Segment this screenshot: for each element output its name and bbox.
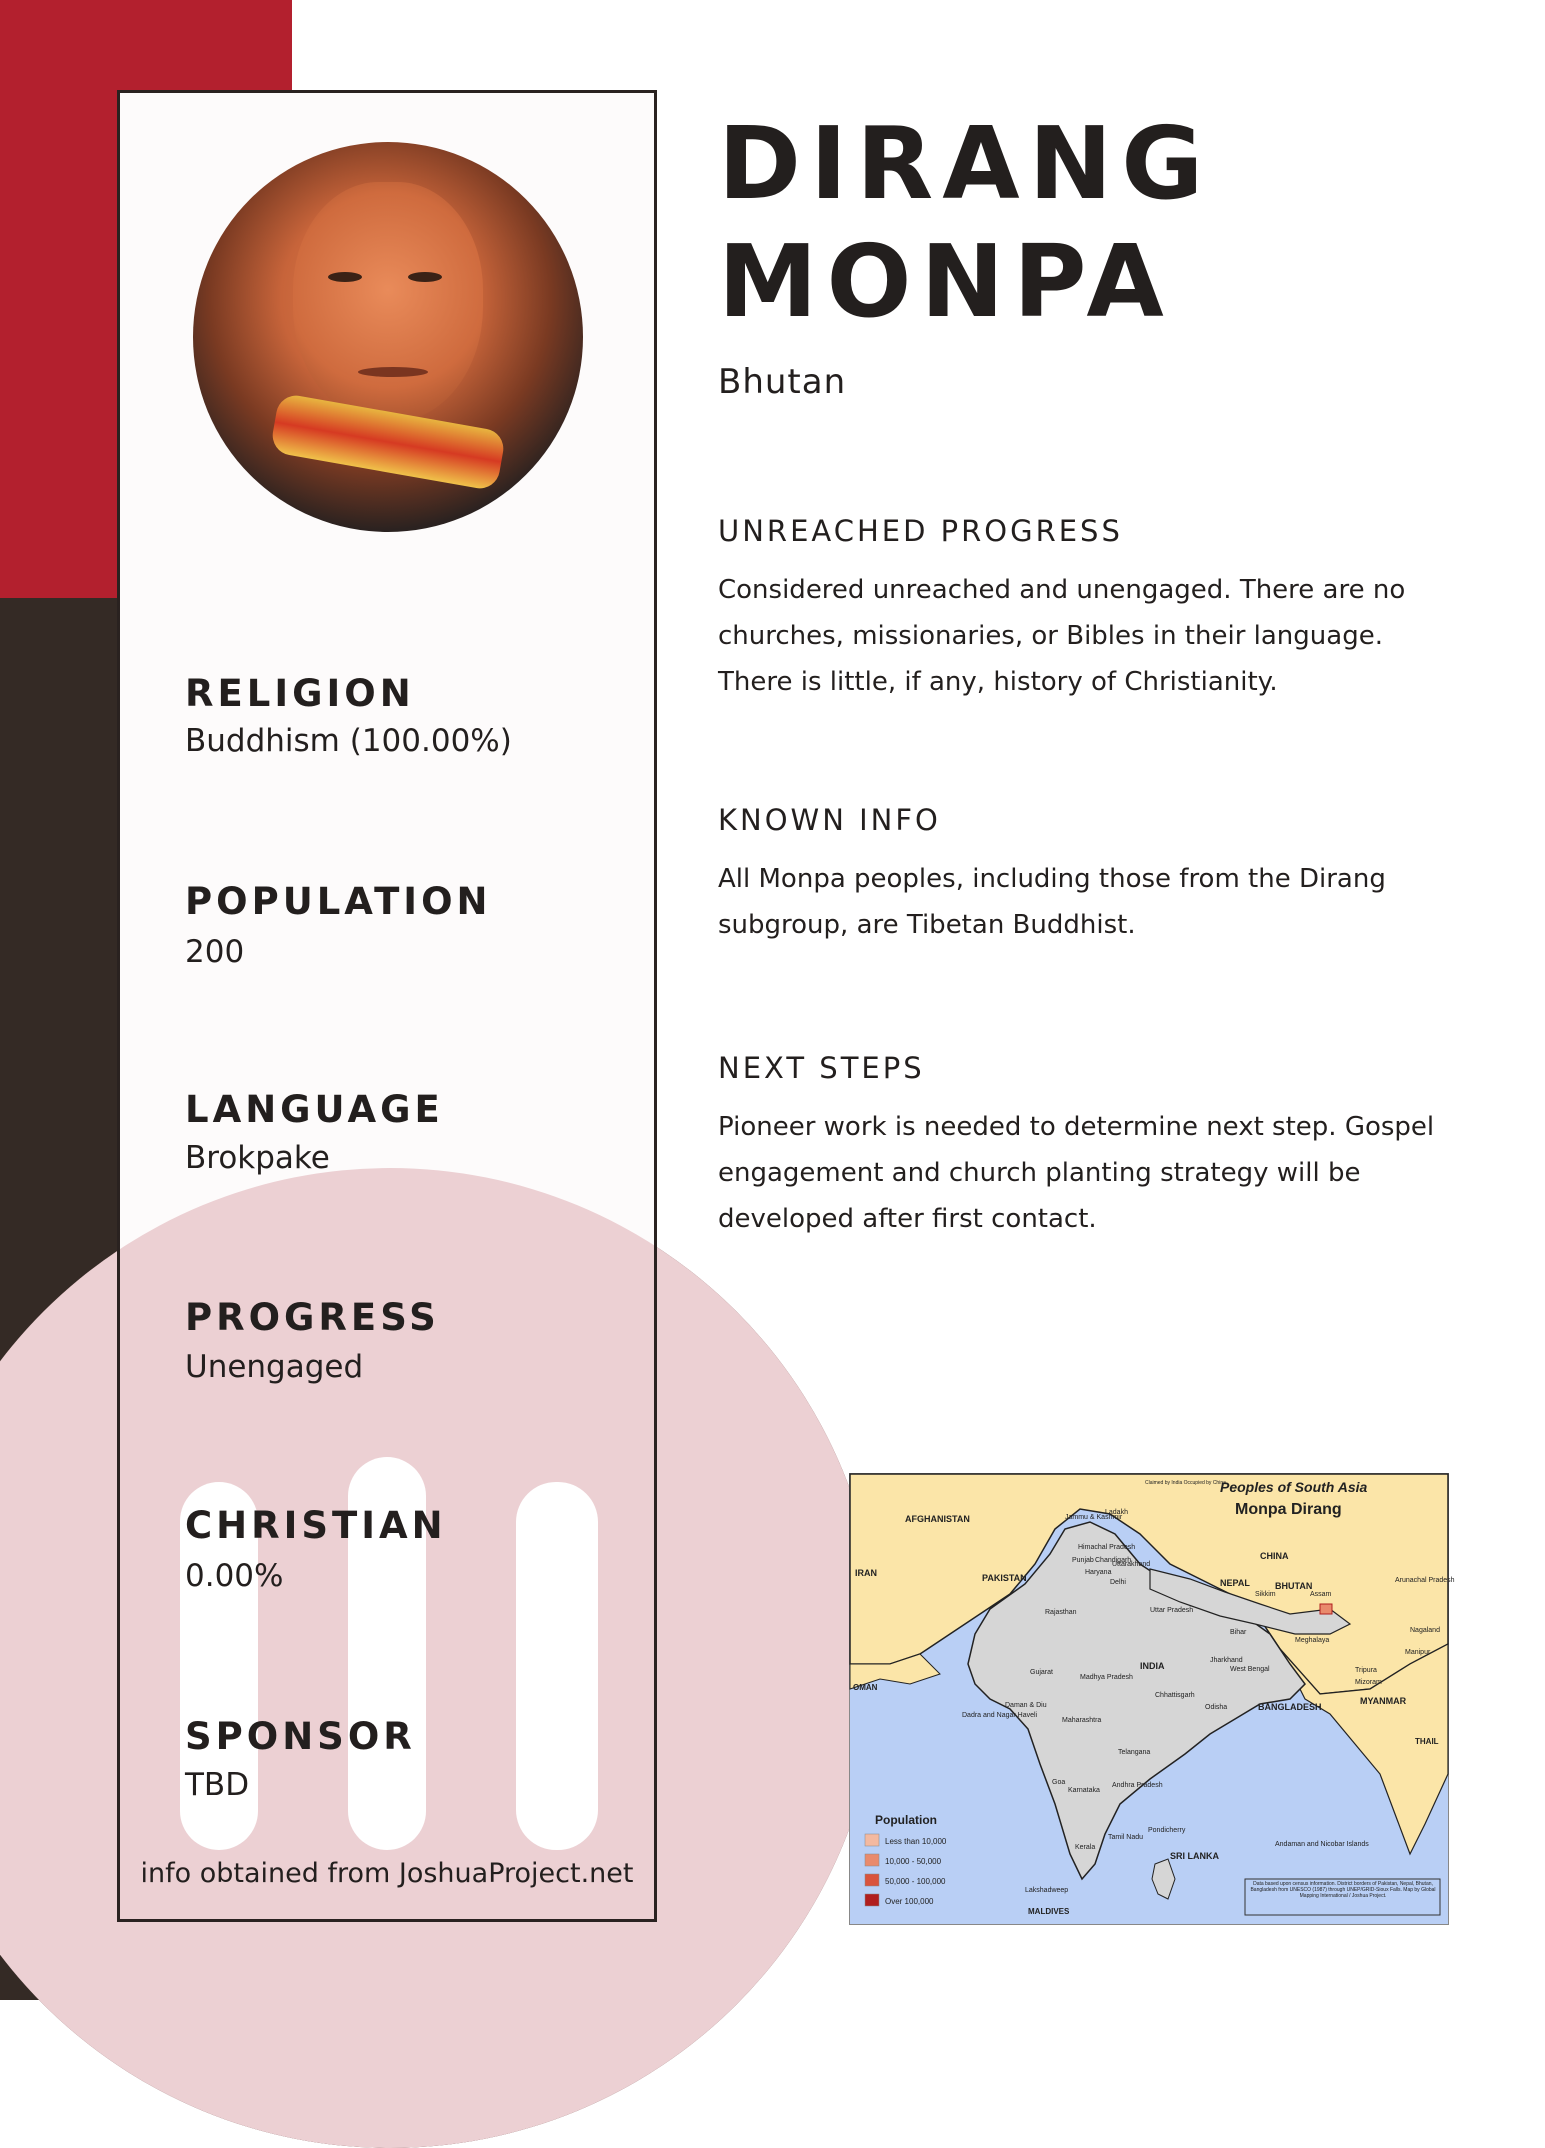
map-region-label: Odisha <box>1205 1704 1228 1711</box>
map-region-label: Chhattisgarh <box>1155 1692 1195 1699</box>
map-region-label: Nagaland <box>1410 1627 1440 1634</box>
source-note: info obtained from JoshuaProject.net <box>140 1858 634 1889</box>
map-region-label: Uttar Pradesh <box>1150 1607 1194 1614</box>
map-label-pakistan: PAKISTAN <box>982 1573 1027 1583</box>
sponsor-value: TBD <box>185 1767 250 1803</box>
map-region-label: Jharkhand <box>1210 1657 1243 1664</box>
south-asia-map <box>849 1473 1455 1925</box>
map-region-label: West Bengal <box>1230 1666 1270 1673</box>
map-region-label: Daman & Diu <box>1005 1702 1047 1709</box>
map-label-sri-lanka: SRI LANKA <box>1170 1851 1219 1861</box>
map-region-label: Karnataka <box>1068 1787 1100 1794</box>
unreached-progress-heading: UNREACHED PROGRESS <box>718 514 1123 548</box>
portrait-photo <box>193 142 583 532</box>
map-label-afghanistan: AFGHANISTAN <box>905 1514 970 1524</box>
map-region-label: Maharashtra <box>1062 1717 1102 1724</box>
progress-label: PROGRESS <box>185 1296 440 1339</box>
map-region-label: Assam <box>1310 1591 1332 1598</box>
language-value: Brokpake <box>185 1140 330 1176</box>
map-label-bhutan: BHUTAN <box>1275 1581 1313 1591</box>
map-region-label: Andaman and Nicobar Islands <box>1275 1841 1369 1848</box>
map-region-label: Telangana <box>1118 1749 1151 1756</box>
religion-label: RELIGION <box>185 672 415 715</box>
map-legend-item: Less than 10,000 <box>885 1837 947 1846</box>
map-region-label: Tamil Nadu <box>1108 1834 1144 1841</box>
map-label-maldives: MALDIVES <box>1028 1907 1070 1916</box>
map-title: Peoples of South Asia <box>1220 1479 1368 1495</box>
map-region-label: Punjab <box>1072 1557 1094 1564</box>
map-source-box: Data based upon census information. District borders of Pakistan, Nepal, Bhutan, Bangladesh from UNESCO (1987) through UNEP/GRID-Sioux Falls. Map by Global Mapping International / Joshua Project. <box>1250 1881 1436 1899</box>
christian-label: CHRISTIAN <box>185 1504 447 1547</box>
map-region-label: Andhra Pradesh <box>1112 1782 1163 1789</box>
map-label-china: CHINA <box>1260 1551 1289 1561</box>
population-label: POPULATION <box>185 880 492 923</box>
religion-value: Buddhism (100.00%) <box>185 723 512 759</box>
map-region-label: Delhi <box>1110 1579 1126 1586</box>
map-legend-item: Over 100,000 <box>885 1897 934 1906</box>
map-region-label: Jammu & Kashmir <box>1065 1514 1123 1521</box>
map-label-myanmar: MYANMAR <box>1360 1696 1407 1706</box>
map-region-label: Manipur <box>1405 1649 1431 1656</box>
map-label-thailand: THAIL <box>1415 1737 1439 1746</box>
country-subtitle: Bhutan <box>718 362 847 402</box>
map-region-label: Kerala <box>1075 1844 1096 1851</box>
map-label-nepal: NEPAL <box>1220 1578 1250 1588</box>
map-region-label: Madhya Pradesh <box>1080 1674 1133 1681</box>
christian-value: 0.00% <box>185 1558 284 1594</box>
next-steps-heading: NEXT STEPS <box>718 1051 925 1085</box>
known-info-heading: KNOWN INFO <box>718 803 941 837</box>
map-legend-item: 50,000 - 100,000 <box>885 1877 946 1886</box>
map-region-label: Sikkim <box>1255 1591 1276 1598</box>
map-label-iran: IRAN <box>855 1568 877 1578</box>
map-region-label: Rajasthan <box>1045 1609 1077 1616</box>
map-region-label: Bihar <box>1230 1629 1247 1636</box>
map-region-label: Meghalaya <box>1295 1637 1330 1644</box>
map-region-label: Goa <box>1052 1779 1066 1786</box>
map-region-label: Haryana <box>1085 1569 1112 1576</box>
page-title <box>718 105 1212 341</box>
map-legend-title: Population <box>875 1813 937 1827</box>
map-legend-item: 10,000 - 50,000 <box>885 1857 942 1866</box>
map-region-label: Chandigarh <box>1095 1557 1132 1564</box>
population-value: 200 <box>185 934 245 970</box>
sponsor-label: SPONSOR <box>185 1715 416 1758</box>
unreached-progress-body: Considered unreached and unengaged. There are no churches, missionaries, or Bibles in their language. There is little, if any, history of Christianity. <box>718 575 1406 697</box>
map-label-bangladesh: BANGLADESH <box>1258 1702 1322 1712</box>
map-region-label: Pondicherry <box>1148 1827 1186 1834</box>
map-label-oman: OMAN <box>853 1683 878 1692</box>
map-region-label: Tripura <box>1355 1667 1377 1674</box>
known-info-body: All Monpa peoples, including those from the Dirang subgroup, are Tibetan Buddhist. <box>718 864 1386 940</box>
map-claimed-note: Claimed by India Occupied by China <box>1145 1480 1226 1486</box>
map-region-label: Himachal Pradesh <box>1078 1544 1136 1551</box>
map-label-india: INDIA <box>1140 1661 1165 1671</box>
progress-value: Unengaged <box>185 1349 364 1385</box>
title-line-2: MONPA <box>718 223 1173 340</box>
map-region-label: Ladakh <box>1105 1509 1128 1516</box>
language-label: LANGUAGE <box>185 1088 444 1131</box>
title-line-1: DIRANG <box>718 105 1213 222</box>
map-region-label: Lakshadweep <box>1025 1887 1069 1894</box>
map-region-label: Dadra and Nagar Haveli <box>962 1712 1038 1719</box>
map-region-label: Arunachal Pradesh <box>1395 1577 1455 1584</box>
map-region-label: Gujarat <box>1030 1669 1053 1676</box>
map-region-label: Uttarakhand <box>1112 1561 1151 1568</box>
map-region-label: Mizoram <box>1355 1679 1382 1686</box>
next-steps-body: Pioneer work is needed to determine next step. Gospel engagement and church planting strategy will be developed after first contact. <box>718 1112 1435 1234</box>
map-subtitle: Monpa Dirang <box>1235 1501 1342 1518</box>
